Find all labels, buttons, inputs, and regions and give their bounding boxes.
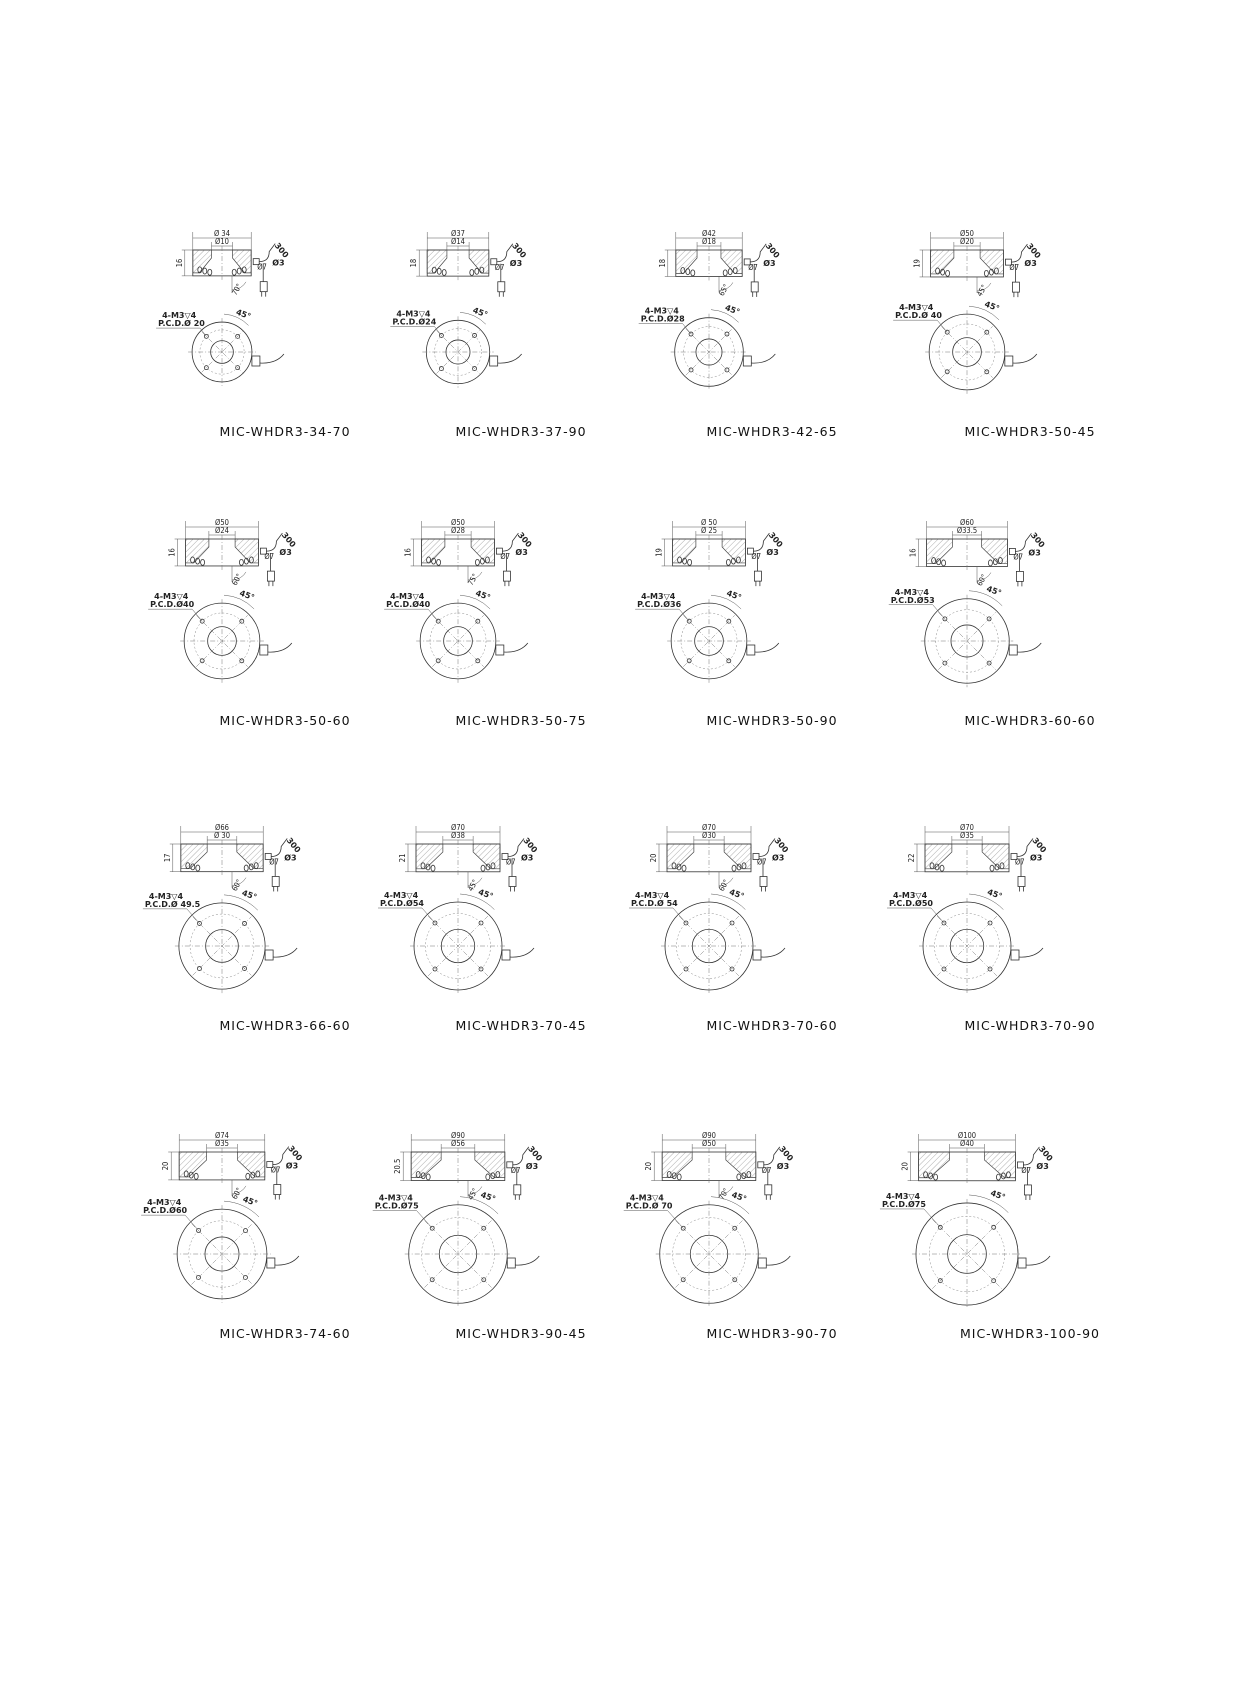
side-section-view <box>649 823 790 893</box>
light-angle-label: 45° <box>465 877 480 893</box>
hole-spec-label: 4-M3▽4 <box>148 891 184 901</box>
connector-diameter-label: Ø3 <box>766 548 779 558</box>
hole-spec-label: 4-M3▽4 <box>644 306 679 316</box>
top-plan-view <box>148 589 292 683</box>
inner-diameter-label: Ø50 <box>702 1139 716 1148</box>
cable-icon <box>490 354 522 366</box>
product-drawing <box>895 198 1155 458</box>
inner-diameter-label: Ø35 <box>215 1139 229 1148</box>
height-label: 20 <box>649 853 658 863</box>
hole-spec-label: 4-M3▽4 <box>384 891 419 900</box>
top-plan-view <box>373 1190 540 1307</box>
cable-length-label: 300 <box>510 241 528 260</box>
pcd-label: P.C.D.Ø 20 <box>158 319 205 329</box>
rotation-angle-label: 45° <box>474 588 492 603</box>
cable-diameter-label: Ø7 <box>751 552 762 562</box>
rotation-angle-label: 45° <box>728 887 746 902</box>
inner-diameter-label: Ø28 <box>451 526 465 535</box>
cable-length-label: 300 <box>526 1144 544 1163</box>
side-section-view <box>900 1131 1055 1203</box>
hole-spec-label: 4-M3▽4 <box>162 311 197 321</box>
side-section-view <box>168 518 298 587</box>
cable-icon <box>260 643 292 655</box>
cable-icon <box>758 1256 790 1268</box>
dimension-drawing <box>380 792 646 1017</box>
top-plan-view <box>624 1190 791 1307</box>
hole-spec-label: 4-M3▽4 <box>894 587 929 597</box>
pcd-label: P.C.D.Ø53 <box>890 595 935 605</box>
rotation-angle-label: 45° <box>989 1188 1007 1203</box>
top-plan-view <box>141 1195 299 1303</box>
product-drawing <box>380 792 646 1052</box>
cable-icon <box>507 1256 539 1268</box>
cable-length-label: 300 <box>272 241 291 260</box>
inner-diameter-label: Ø14 <box>451 237 465 246</box>
dimension-drawing <box>640 198 897 423</box>
product-drawing <box>640 198 897 458</box>
rotation-angle-label: 45° <box>234 307 253 322</box>
cable-length-label: 300 <box>1030 836 1049 855</box>
inner-diameter-label: Ø56 <box>451 1139 465 1148</box>
light-angle-label: 60° <box>229 572 244 587</box>
height-label: 20 <box>161 1161 171 1171</box>
mounting-hole <box>243 1229 247 1233</box>
cable-diameter-label: Ø7 <box>506 857 516 867</box>
dimension-drawing <box>889 792 1155 1017</box>
hole-spec-label: 4-M3▽4 <box>378 1193 413 1203</box>
top-plan-view <box>887 887 1043 994</box>
cable-length-label: 300 <box>521 836 540 855</box>
inner-diameter-label: Ø18 <box>702 237 716 246</box>
inner-diameter-label: Ø38 <box>451 831 465 840</box>
product-drawing <box>637 487 897 747</box>
connector-diameter-label: Ø3 <box>279 548 292 558</box>
rotation-angle-label: 45° <box>983 299 1001 314</box>
outer-diameter-label: Ø50 <box>215 518 229 527</box>
inner-diameter-label: Ø33.5 <box>956 526 978 535</box>
dimension-drawing <box>386 487 646 712</box>
hole-spec-label: 4-M3▽4 <box>390 592 425 602</box>
cable-icon <box>1011 948 1043 960</box>
pcd-label: P.C.D.Ø 54 <box>631 899 678 908</box>
pcd-label: P.C.D.Ø36 <box>637 600 682 610</box>
mounting-hole <box>992 1225 996 1229</box>
connector-diameter-label: Ø3 <box>776 1161 790 1171</box>
height-label: 20 <box>644 1161 654 1171</box>
light-angle-label: 65° <box>716 282 731 298</box>
cable-diameter-label: Ø7 <box>510 1165 521 1175</box>
model-number: MIC-WHDR3-60-60 <box>964 713 1096 728</box>
top-plan-view <box>390 306 521 388</box>
pcd-label: P.C.D.Ø75 <box>881 1199 926 1209</box>
dimension-drawing <box>392 198 646 423</box>
outer-diameter-label: Ø74 <box>215 1131 229 1140</box>
height-label: 17 <box>162 853 172 863</box>
model-number: MIC-WHDR3-50-90 <box>706 713 838 728</box>
product-drawing <box>160 198 410 458</box>
inner-diameter-label: Ø24 <box>215 526 229 535</box>
height-label: 18 <box>409 258 419 268</box>
top-plan-view <box>889 584 1041 687</box>
cable-icon <box>753 948 785 960</box>
cable-diameter-label: Ø7 <box>1021 1165 1032 1175</box>
product-drawing <box>143 1100 410 1360</box>
hole-spec-label: 4-M3▽4 <box>899 303 934 313</box>
cable-diameter-label: Ø7 <box>270 1165 281 1175</box>
height-label: 16 <box>174 258 184 268</box>
model-number: MIC-WHDR3-37-90 <box>455 424 587 439</box>
inner-diameter-label: Ø40 <box>960 1139 974 1148</box>
rotation-angle-label: 45° <box>730 1190 748 1204</box>
rotation-angle-label: 45° <box>723 303 742 317</box>
side-section-view <box>393 1131 544 1202</box>
rotation-angle-label: 45° <box>241 1194 259 1209</box>
cable-diameter-label: Ø7 <box>1009 263 1020 273</box>
hole-spec-label: 4-M3▽4 <box>629 1193 664 1203</box>
connector-diameter-label: Ø3 <box>763 258 776 268</box>
model-number: MIC-WHDR3-70-60 <box>706 1018 838 1033</box>
rotation-angle-label: 45° <box>985 584 1003 598</box>
cable-diameter-label: Ø7 <box>757 857 767 867</box>
cable-length-label: 300 <box>1036 1144 1055 1164</box>
height-label: 16 <box>908 548 918 558</box>
cable-diameter-label: Ø7 <box>257 262 267 272</box>
top-plan-view <box>156 308 284 386</box>
cable-length-label: 300 <box>515 530 534 550</box>
inner-diameter-label: Ø10 <box>215 237 229 246</box>
height-label: 22 <box>907 853 916 863</box>
rotation-angle-label: 45° <box>240 888 259 902</box>
pcd-label: P.C.D.Ø 40 <box>895 311 942 321</box>
side-section-view <box>409 229 528 297</box>
height-label: 16 <box>403 548 413 557</box>
connector-diameter-label: Ø3 <box>521 853 534 863</box>
rotation-angle-label: 45° <box>471 305 489 320</box>
cable-diameter-label: Ø7 <box>761 1165 772 1175</box>
cable-icon <box>1018 1256 1050 1268</box>
top-plan-view <box>639 303 776 390</box>
connector-diameter-label: Ø3 <box>272 258 285 268</box>
model-number: MIC-WHDR3-42-65 <box>706 424 838 439</box>
mounting-hole <box>204 366 208 370</box>
cable-diameter-label: Ø7 <box>269 857 279 867</box>
product-drawing <box>392 198 646 458</box>
hole-spec-label: 4-M3▽4 <box>893 891 928 900</box>
dimension-drawing <box>631 792 897 1017</box>
product-drawing <box>374 1100 646 1360</box>
outer-diameter-label: Ø 34 <box>213 229 231 238</box>
cable-icon <box>747 643 779 655</box>
outer-diameter-label: Ø42 <box>702 229 716 238</box>
pcd-label: P.C.D.Ø 70 <box>625 1201 673 1211</box>
light-angle-label: 45° <box>465 1186 480 1202</box>
mounting-hole <box>197 1275 201 1279</box>
pcd-label: P.C.D.Ø60 <box>143 1206 188 1216</box>
side-section-view <box>398 823 539 893</box>
connector-diameter-label: Ø3 <box>515 548 528 558</box>
pcd-label: P.C.D.Ø 49.5 <box>144 899 201 909</box>
connector-diameter-label: Ø3 <box>772 853 785 863</box>
product-drawing <box>144 792 410 1052</box>
light-angle-label: 75° <box>465 572 480 587</box>
model-number: MIC-WHDR3-50-60 <box>219 713 351 728</box>
mounting-hole <box>197 967 201 971</box>
light-angle-label: 60° <box>974 572 989 588</box>
light-angle-label: 45° <box>974 283 989 298</box>
hole-spec-label: 4-M3▽4 <box>147 1198 182 1208</box>
product-drawing <box>150 487 410 747</box>
model-number: MIC-WHDR3-100-90 <box>959 1326 1100 1341</box>
hole-spec-label: 4-M3▽4 <box>641 592 676 602</box>
light-angle-label: 60° <box>229 877 244 893</box>
model-number: MIC-WHDR3-70-45 <box>455 1018 587 1033</box>
light-angle-label: 70° <box>716 1186 731 1202</box>
dimension-drawing <box>637 487 897 712</box>
dimension-drawing <box>150 487 410 712</box>
top-plan-view <box>635 589 779 683</box>
pcd-label: P.C.D.Ø50 <box>889 899 933 908</box>
height-label: 20.5 <box>393 1158 403 1174</box>
rotation-angle-label: 45° <box>238 588 256 603</box>
cable-length-label: 300 <box>766 530 785 550</box>
height-label: 19 <box>654 548 664 557</box>
model-number: MIC-WHDR3-66-60 <box>219 1018 351 1033</box>
connector-diameter-label: Ø3 <box>1036 1161 1049 1171</box>
model-number: MIC-WHDR3-90-45 <box>455 1326 587 1341</box>
model-number: MIC-WHDR3-34-70 <box>219 424 351 439</box>
outer-diameter-label: Ø50 <box>451 518 465 527</box>
outer-diameter-label: Ø50 <box>960 229 974 238</box>
connector-diameter-label: Ø3 <box>1028 548 1041 558</box>
model-number: MIC-WHDR3-70-90 <box>964 1018 1096 1033</box>
side-section-view <box>161 1131 304 1201</box>
cable-diameter-label: Ø7 <box>494 262 505 272</box>
cable-icon <box>1005 354 1037 366</box>
cable-length-label: 300 <box>763 241 782 260</box>
side-section-view <box>913 229 1043 298</box>
cable-icon <box>1009 643 1041 655</box>
rotation-angle-label: 45° <box>477 887 495 902</box>
height-label: 21 <box>398 853 407 863</box>
side-section-view <box>163 823 303 893</box>
pcd-label: P.C.D.Ø28 <box>640 314 685 324</box>
dimension-drawing <box>625 1100 897 1325</box>
outer-diameter-label: Ø70 <box>960 823 974 832</box>
product-drawing <box>625 1100 897 1360</box>
model-number: MIC-WHDR3-50-45 <box>964 424 1096 439</box>
outer-diameter-label: Ø 50 <box>700 518 718 527</box>
mounting-hole <box>725 332 729 336</box>
hole-spec-label: 4-M3▽4 <box>635 891 670 900</box>
pcd-label: P.C.D.Ø40 <box>150 600 195 610</box>
product-drawing <box>631 792 897 1052</box>
product-drawing <box>889 792 1155 1052</box>
dimension-drawing <box>143 1100 410 1325</box>
side-section-view <box>655 518 785 586</box>
product-drawing <box>386 487 646 747</box>
top-plan-view <box>143 888 297 993</box>
cable-length-label: 300 <box>279 530 298 550</box>
connector-diameter-label: Ø3 <box>509 258 523 268</box>
cable-length-label: 300 <box>286 1144 304 1163</box>
connector-diameter-label: Ø3 <box>1024 259 1037 269</box>
outer-diameter-label: Ø70 <box>451 823 465 832</box>
cable-length-label: 300 <box>284 835 303 855</box>
cable-diameter-label: Ø7 <box>1013 552 1024 562</box>
dimension-drawing <box>895 198 1155 423</box>
cable-icon <box>743 354 775 366</box>
side-section-view <box>644 1131 795 1202</box>
mounting-hole <box>243 1275 247 1279</box>
height-label: 19 <box>912 259 922 268</box>
pcd-label: P.C.D.Ø54 <box>380 899 424 908</box>
cable-length-label: 300 <box>1024 241 1043 261</box>
product-drawing <box>881 1100 1155 1360</box>
height-label: 16 <box>167 548 177 557</box>
pcd-label: P.C.D.Ø75 <box>374 1201 419 1211</box>
top-plan-view <box>384 589 528 683</box>
dimension-drawing <box>890 487 1155 712</box>
connector-diameter-label: Ø3 <box>284 853 297 863</box>
pcd-label: P.C.D.Ø40 <box>386 600 431 610</box>
light-angle-label: 60° <box>229 1186 244 1201</box>
rotation-angle-label: 45° <box>479 1190 497 1204</box>
cable-icon <box>252 354 284 366</box>
outer-diameter-label: Ø90 <box>451 1131 465 1140</box>
inner-diameter-label: Ø35 <box>960 831 974 840</box>
inner-diameter-label: Ø 30 <box>213 831 231 840</box>
outer-diameter-label: Ø100 <box>957 1131 977 1140</box>
cable-diameter-label: Ø7 <box>748 262 758 272</box>
connector-diameter-label: Ø3 <box>1030 853 1043 863</box>
light-angle-label: 70° <box>229 282 244 297</box>
hole-spec-label: 4-M3▽4 <box>396 309 431 319</box>
model-number: MIC-WHDR3-74-60 <box>219 1326 351 1341</box>
inner-diameter-label: Ø 25 <box>700 526 718 535</box>
dimension-drawing <box>144 792 410 1017</box>
cable-diameter-label: Ø7 <box>500 552 511 562</box>
cable-icon <box>496 643 528 655</box>
cable-diameter-label: Ø7 <box>264 552 275 562</box>
outer-diameter-label: Ø37 <box>451 229 465 238</box>
cable-diameter-label: Ø7 <box>1015 857 1025 867</box>
outer-diameter-label: Ø90 <box>702 1131 716 1140</box>
cable-length-label: 300 <box>1028 530 1047 550</box>
top-plan-view <box>629 887 785 994</box>
inner-diameter-label: Ø30 <box>702 831 716 840</box>
cable-length-label: 300 <box>772 836 791 855</box>
hole-spec-label: 4-M3▽4 <box>885 1191 921 1201</box>
top-plan-view <box>378 887 534 994</box>
inner-diameter-label: Ø20 <box>960 237 974 246</box>
outer-diameter-label: Ø66 <box>215 823 229 832</box>
hole-spec-label: 4-M3▽4 <box>154 592 189 602</box>
outer-diameter-label: Ø60 <box>960 518 974 527</box>
side-section-view <box>909 518 1047 588</box>
height-label: 20 <box>900 1162 910 1171</box>
outer-diameter-label: Ø70 <box>702 823 716 832</box>
dimension-drawing <box>160 198 410 423</box>
rotation-angle-label: 45° <box>986 887 1004 902</box>
model-number: MIC-WHDR3-90-70 <box>706 1326 838 1341</box>
top-plan-view <box>893 300 1037 394</box>
height-label: 18 <box>657 258 667 268</box>
dimension-drawing <box>881 1100 1155 1325</box>
dimension-drawing <box>374 1100 646 1325</box>
side-section-view <box>658 229 782 297</box>
side-section-view <box>404 518 534 587</box>
connector-diameter-label: Ø3 <box>285 1161 299 1171</box>
product-drawing <box>890 487 1155 747</box>
cable-length-label: 300 <box>777 1144 795 1163</box>
model-number: MIC-WHDR3-50-75 <box>455 713 587 728</box>
cable-icon <box>502 948 534 960</box>
side-section-view <box>175 229 291 297</box>
connector-diameter-label: Ø3 <box>525 1161 539 1171</box>
side-section-view <box>907 823 1048 892</box>
light-angle-label: 60° <box>716 877 731 893</box>
top-plan-view <box>880 1188 1050 1309</box>
mounting-hole <box>725 368 729 372</box>
cable-icon <box>265 948 297 960</box>
rotation-angle-label: 45° <box>725 588 743 603</box>
pcd-label: P.C.D.Ø24 <box>392 317 437 327</box>
cable-icon <box>267 1256 299 1268</box>
